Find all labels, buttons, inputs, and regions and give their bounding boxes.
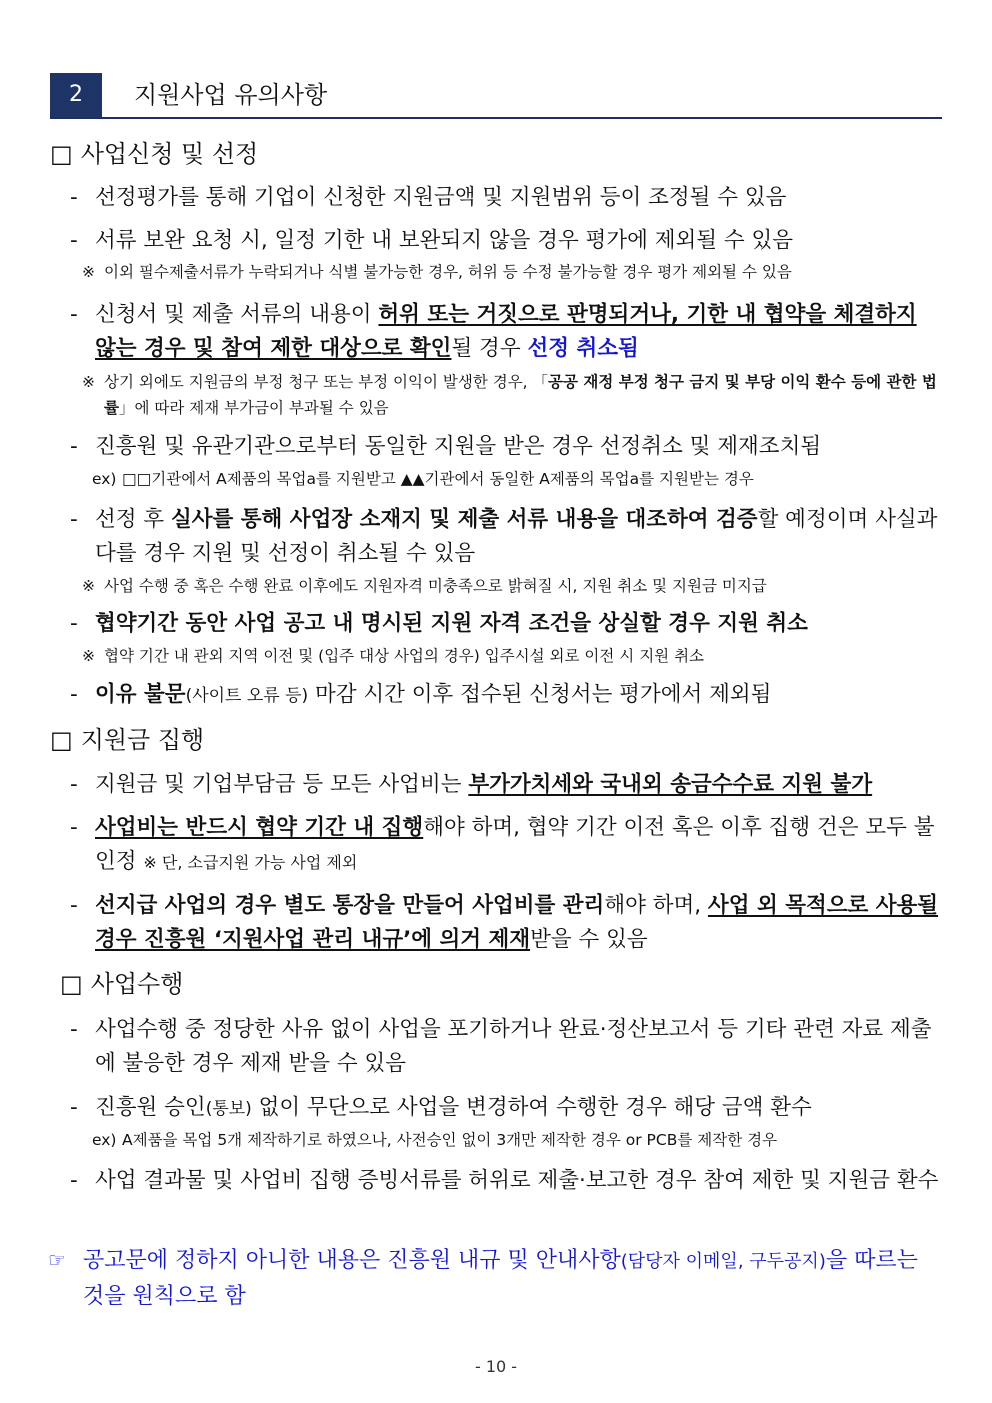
example-note: ex) □□기관에서 A제품의 목업a를 지원받고 ▲▲기관에서 동일한 A제품의 목업a를 지원받는 경우 [92,470,754,488]
list-item: - 진흥원 및 유관기관으로부터 동일한 지원을 받은 경우 선정취소 및 제재조치됨 [70,434,822,459]
list-item: - 사업 결과물 및 사업비 집행 증빙서류를 허위로 제출·보고한 경우 참여 제한 및 지원금 환수 [70,1168,939,1193]
list-item: - 이유 불문(사이트 오류 등) 마감 시간 이후 접수된 신청서는 평가에서 제외됨 [70,682,772,707]
emphasis-underline: 사업비는 반드시 협약 기간 내 집행 [95,815,424,840]
list-item: - 사업비는 반드시 협약 기간 내 집행해야 하며, 협약 기간 이전 혹은 이후 집행 건은 모두 불인정 ※ 단, 소급지원 가능 사업 제외 [70,815,935,874]
reference-note: ※ 협약 기간 내 관외 지역 이전 및 (입주 대상 사업의 경우) 입주시설 외로 이전 시 지원 취소 [82,647,705,665]
emphasis-blue: 선정 취소됨 [527,336,639,361]
emphasis-underline: 부가가치세와 국내외 송금수수료 지원 불가 [468,772,873,797]
reference-note: ※ 상기 외에도 지원금의 부정 청구 또는 부정 이익이 발생한 경우, 「공공 재정 부정 청구 금지 및 부당 이익 환수 등에 관한 법률」에 따라 제재 부가금이 부과될 수 있음 [82,373,937,417]
notice-paragraph: ☞ 공고문에 정하지 아니한 내용은 진흥원 내규 및 안내사항(담당자 이메일, 구두공지)을 따르는 것을 원칙으로 함 [48,1243,944,1314]
emphasis-underline: 허위 또는 거짓으로 판명되거나, 기한 내 협약을 체결하지 않는 경우 및 참여 제한 대상으로 확인 [95,302,917,361]
section-header [50,73,942,119]
list-item: - 서류 보완 요청 시, 일정 기한 내 보완되지 않을 경우 평가에 제외될 수 있음 [70,228,793,253]
list-item: - 지원금 및 기업부담금 등 모든 사업비는 부가가치세와 국내외 송금수수료 지원 불가 [70,772,873,797]
checkbox-square-icon: □ [60,970,83,998]
page-number: - 10 - [474,1357,518,1376]
list-item: - 사업수행 중 정당한 사유 없이 사업을 포기하거나 완료·정산보고서 등 기타 관련 자료 제출에 불응한 경우 제재 받을 수 있음 [70,1017,932,1076]
pointing-hand-icon: ☞ [48,1248,66,1272]
section-number: 2 [50,73,102,117]
emphasis-underline: 사업 외 목적으로 사용될 경우 진흥원 ‘지원사업 관리 내규’에 의거 제재 [95,893,939,952]
section-title: 지원사업 유의사항 [134,81,328,109]
list-item: - 선정평가를 통해 기업이 신청한 지원금액 및 지원범위 등이 조정될 수 있음 [70,185,787,210]
list-item: - 선지급 사업의 경우 별도 통장을 만들어 사업비를 관리해야 하며, 사업 외 목적으로 사용될 경우 진흥원 ‘지원사업 관리 내규’에 의거 제재받을 수 있음 [70,893,939,952]
list-item: - 선정 후 실사를 통해 사업장 소재지 및 제출 서류 내용을 대조하여 검증할 예정이며 사실과 다를 경우 지원 및 선정이 취소될 수 있음 [70,507,938,566]
list-item: - 신청서 및 제출 서류의 내용이 허위 또는 거짓으로 판명되거나, 기한 내 협약을 체결하지 않는 경우 및 참여 제한 대상으로 확인될 경우 선정 취소됨 [70,302,917,361]
checkbox-square-icon: □ [50,726,73,754]
list-item: - 진흥원 승인(통보) 없이 무단으로 사업을 변경하여 수행한 경우 해당 금액 환수 [70,1095,812,1120]
reference-note: ※ 이외 필수제출서류가 누락되거나 식별 불가능한 경우, 허위 등 수정 불가능할 경우 평가 제외될 수 있음 [82,263,792,281]
checkbox-square-icon: □ [50,140,73,168]
example-note: ex) A제품을 목업 5개 제작하기로 하였으나, 사전승인 없이 3개만 제작한 경우 or PCB를 제작한 경우 [92,1131,778,1149]
reference-note: ※ 사업 수행 중 혹은 수행 완료 이후에도 지원자격 미충족으로 밝혀질 시, 지원 취소 및 지원금 미지급 [82,577,767,595]
subsection-heading: □ 사업신청 및 선정 [50,140,259,168]
list-item: - 협약기간 동안 사업 공고 내 명시된 지원 자격 조건을 상실할 경우 지원 취소 [70,611,808,636]
subsection-heading: □ 지원금 집행 [50,726,205,754]
subsection-heading: □ 사업수행 [60,970,184,998]
